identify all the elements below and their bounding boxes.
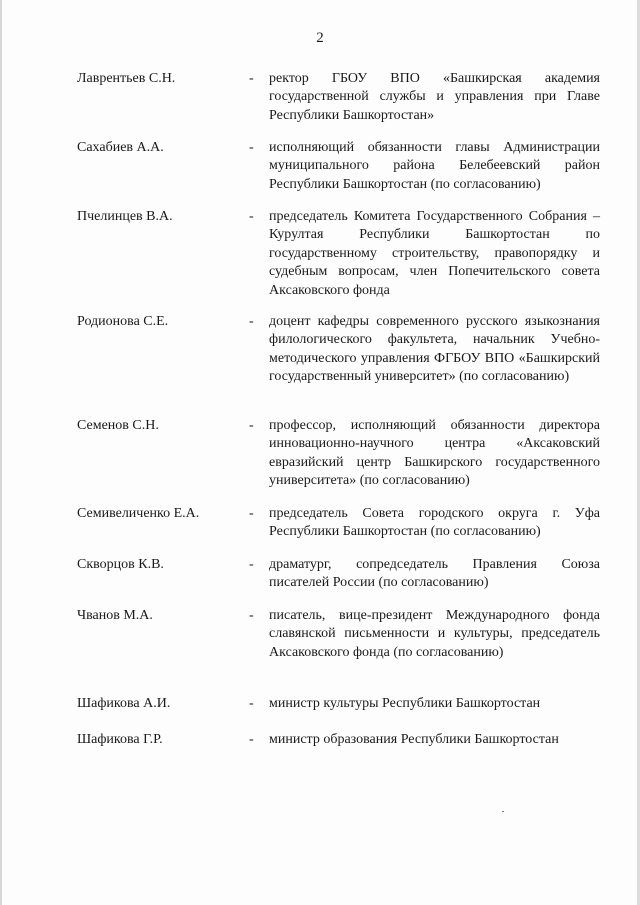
separator-dash: - [249,557,254,572]
separator-dash: - [249,418,254,433]
member-name: Лаврентьев С.Н. [77,71,176,86]
member-name: Скворцов К.В. [77,557,164,572]
member-name: Шафикова Г.Р. [77,732,163,747]
member-name: Шафикова А.И. [77,696,171,711]
member-name: Сахабиев А.А. [77,140,164,155]
member-name: Чванов М.А. [77,608,153,623]
separator-dash: - [249,506,254,521]
member-position: председатель Комитета Государственного Собрания – Курултая Республики Башкортостан по государственному строительству, правопорядку и судебным вопросам, член Попечительского совета Аксаковского фонда [269,209,600,298]
separator-dash: - [249,696,254,711]
member-position: исполняющий обязанности главы Администрации муниципального района Белебеевский район Республики Башкортостан (по согласованию) [269,140,600,192]
scan-speck [502,811,504,812]
member-position: ректор ГБОУ ВПО «Башкирская академия государственной службы и управления при Главе Республики Башкортостан» [269,71,600,123]
member-name: Семенов С.Н. [77,418,159,433]
page-number: 2 [316,30,324,46]
member-position: министр культуры Республики Башкортостан [269,696,541,711]
separator-dash: - [249,732,254,747]
separator-dash: - [249,314,254,329]
separator-dash: - [249,608,254,623]
separator-dash: - [249,209,254,224]
member-position: председатель Совета городского округа г. Уфа Республики Башкортостан (по согласованию) [269,506,600,540]
member-position: министр образования Республики Башкортостан [269,732,559,747]
separator-dash: - [249,140,254,155]
member-position: драматург, сопредседатель Правления Союза писателей России (по согласованию) [269,557,600,591]
member-position: профессор, исполняющий обязанности директора инновационно-научного центра «Аксаковский евразийский центр Башкирского государственного университета» (по согласованию) [269,418,600,489]
member-position: писатель, вице-президент Международного фонда славянской письменности и культуры, председатель Аксаковского фонда (по согласованию) [269,608,600,660]
separator-dash: - [249,71,254,86]
member-position: доцент кафедры современного русского языкознания филологического факультета, начальник Учебно-методического управления ФГБОУ ВПО «Башкирский государственный университет» (по согласованию) [269,314,600,385]
member-name: Семивеличенко Е.А. [77,506,200,521]
member-name: Пчелинцев В.А. [77,209,173,224]
member-name: Родионова С.Е. [77,314,169,329]
page-edge-left [0,0,2,905]
